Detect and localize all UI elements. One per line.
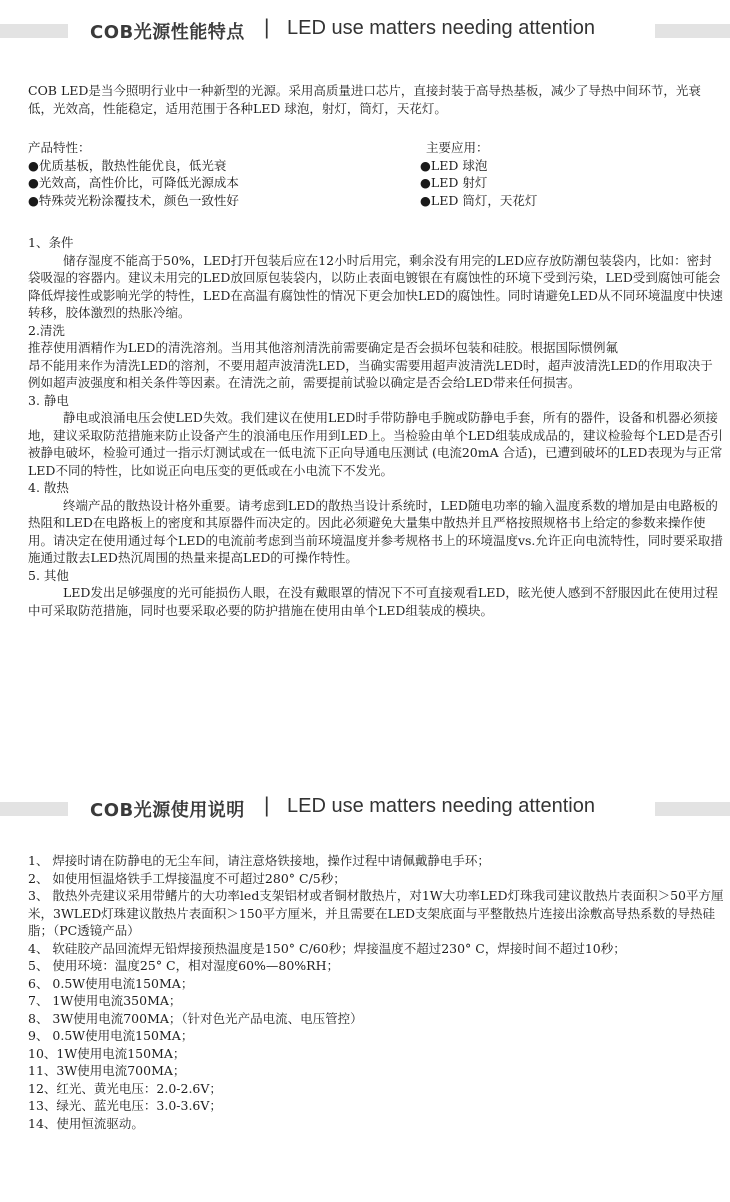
- section-paragraph: 储存湿度不能高于50%，LED打开包装后应在12小时后用完，剩余没有用完的LED应存放防潮包装袋内，比如：密封袋吸湿的容器内。建议未用完的LED放回原包装袋内，以防止表面电镀银在有腐蚀性的环境下受到污染，LED受到腐蚀可能会降低焊接性或影响光学的特性，LED在高温有腐蚀性的情况下更会加快LED的腐蚀性。同时请避免LED从不同环境温度中快速转移，胶体激烈的热胀冷缩。: [28, 252, 723, 320]
- usage-item: 14、使用恒流驱动。: [28, 1115, 144, 1131]
- section-header-features: [0, 12, 730, 50]
- header-separator: |: [264, 794, 270, 817]
- notes-sections: [28, 234, 724, 619]
- section-title: 2.清洗: [28, 322, 65, 338]
- header-title-en: LED use matters needing attention: [287, 795, 595, 817]
- usage-item: 3、 散热外壳建议采用带鳍片的大功率led支架铝材或者铜材散热片，对1W大功率LED灯珠我司建议散热片表面积＞50平方厘米，3WLED灯珠建议散热片表面积＞150平方厘米，并且需要在LED支架底面与平整散热片连接出涂敷高导热系数的导热硅脂；（PC透镜产品）: [28, 888, 724, 938]
- section-paragraph: 终端产品的散热设计格外重要。请考虑到LED的散热当设计系统时，LED随电功率的输入温度系数的增加是由电路板的热阻和LED在电路板上的密度和其原器件而决定的。因此必须避免大量集中散热并且严格按照规格书上给定的参数来操作使用。请决定在使用通过每个LED的电流前考虑到当前环境温度并参考规格书上的环境温度vs.允许正向电流特性，同时要采取措施通过散去LED热沉周围的热量来提高LED的可操作特性。: [28, 497, 723, 565]
- header-title-cn: COB光源使用说明: [90, 800, 245, 821]
- usage-item: 2、 如使用恒温烙铁手工焊接温度不可超过280° C/5秒；: [28, 870, 346, 886]
- header-left-bar: [0, 24, 68, 38]
- usage-item: 13、绿光、蓝光电压：3.0-3.6V；: [28, 1098, 222, 1113]
- features-applications: [28, 139, 724, 214]
- section-header-usage: [0, 790, 730, 828]
- section-paragraph: LED发出足够强度的光可能损伤人眼，在没有戴眼罩的情况下不可直接观看LED，眩光使人感到不舒服因此在使用过程中可采取防范措施，同时也要采取必要的防护措施在使用由单个LED组装成的模块。: [28, 585, 718, 618]
- section-other: [28, 567, 724, 620]
- intro-paragraph: [28, 82, 724, 117]
- section-paragraph: 静电或浪涌电压会使LED失效。我们建议在使用LED时手带防静电手腕或防静电手套，所有的器件，设备和机器必须接地，建议采取防范措施来防止设备产生的浪涌电压作用到LED上。当检验由单个LED组装成成品的，建议检验每个LED是否引被静电破坏，检验可通过一指示灯测试或在一低电流下正向导通电压测试 (电流20mA 合适)，已遭到破坏的LED表现为与正常LED不同的特性，比如说正向电压变的更低或在小电流下不发光。: [28, 410, 723, 478]
- usage-item: 11、3W使用电流700MA；: [28, 1063, 186, 1078]
- header-left-bar: [0, 802, 68, 816]
- section-title: 4. 散热: [28, 480, 69, 495]
- header-title-en: LED use matters needing attention: [287, 17, 595, 39]
- section-paragraph: 昂不能用来作为清洗LED的溶剂，不要用超声波清洗LED，当确实需要用超声波清洗LED时，超声波清洗LED的作用取决于例如超声波强度和相关条件等因素。在清洗之前，需要提前试验以确定是否会给LED带来任何损害。: [28, 357, 713, 390]
- applications-column: [420, 139, 537, 209]
- section-conditions: [28, 234, 724, 322]
- section-heat: [28, 479, 724, 567]
- applications-title: 主要应用：: [426, 140, 489, 155]
- header-separator: |: [264, 16, 270, 39]
- application-item: ● LED 筒灯，天花灯: [420, 192, 537, 210]
- feature-item: ● 特殊荧光粉涂覆技术，颜色一致性好: [28, 192, 239, 210]
- application-item: ● LED 球泡: [420, 157, 537, 175]
- usage-item: 6、 0.5W使用电流150MA；: [28, 975, 194, 991]
- section-title: 1、条件: [28, 235, 74, 250]
- section-cleaning: [28, 322, 724, 392]
- application-item: ● LED 射灯: [420, 174, 537, 192]
- usage-item: 9、 0.5W使用电流150MA；: [28, 1028, 194, 1043]
- usage-item: 12、红光、黄光电压：2.0-2.6V；: [28, 1080, 222, 1096]
- usage-item: 7、 1W使用电流350MA；: [28, 993, 182, 1008]
- features-column: [28, 139, 239, 209]
- header-right-bar: [655, 24, 730, 38]
- header-title-cn: COB光源性能特点: [90, 22, 245, 43]
- section-title: 3. 静电: [28, 392, 69, 408]
- header-right-bar: [655, 802, 730, 816]
- usage-item: 10、1W使用电流150MA；: [28, 1045, 186, 1061]
- section-title: 5. 其他: [28, 567, 69, 583]
- section-paragraph: 推荐使用酒精作为LED的清洗溶剂。当用其他溶剂清洗前需要确定是否会损坏包装和硅胶。根据国际惯例氟: [28, 340, 618, 355]
- usage-item: 4、 软硅胶产品回流焊无铅焊接预热温度是150° C/60秒；焊接温度不超过230° C，焊接时间不超过10秒；: [28, 940, 626, 956]
- feature-item: ● 光效高，高性价比，可降低光源成本: [28, 174, 239, 192]
- usage-item: 8、 3W使用电流700MA；（针对色光产品电流、电压管控）: [28, 1010, 363, 1026]
- usage-list: [28, 852, 724, 1132]
- feature-item: ● 优质基板，散热性能优良，低光衰: [28, 157, 239, 175]
- usage-item: 1、 焊接时请在防静电的无尘车间，请注意烙铁接地，操作过程中请佩戴静电手环；: [28, 853, 490, 868]
- section-static: [28, 392, 724, 480]
- usage-item: 5、 使用环境：温度25° C，相对湿度60%—80%RH；: [28, 958, 339, 973]
- intro-text: COB LED是当今照明行业中一种新型的光源。采用高质量进口芯片，直接封装于高导热基板，减少了导热中间环节，光衰低，光效高，性能稳定，适用范围于各种LED 球泡，射灯，筒灯，天花灯。: [28, 83, 701, 116]
- features-title: 产品特性：: [28, 140, 91, 155]
